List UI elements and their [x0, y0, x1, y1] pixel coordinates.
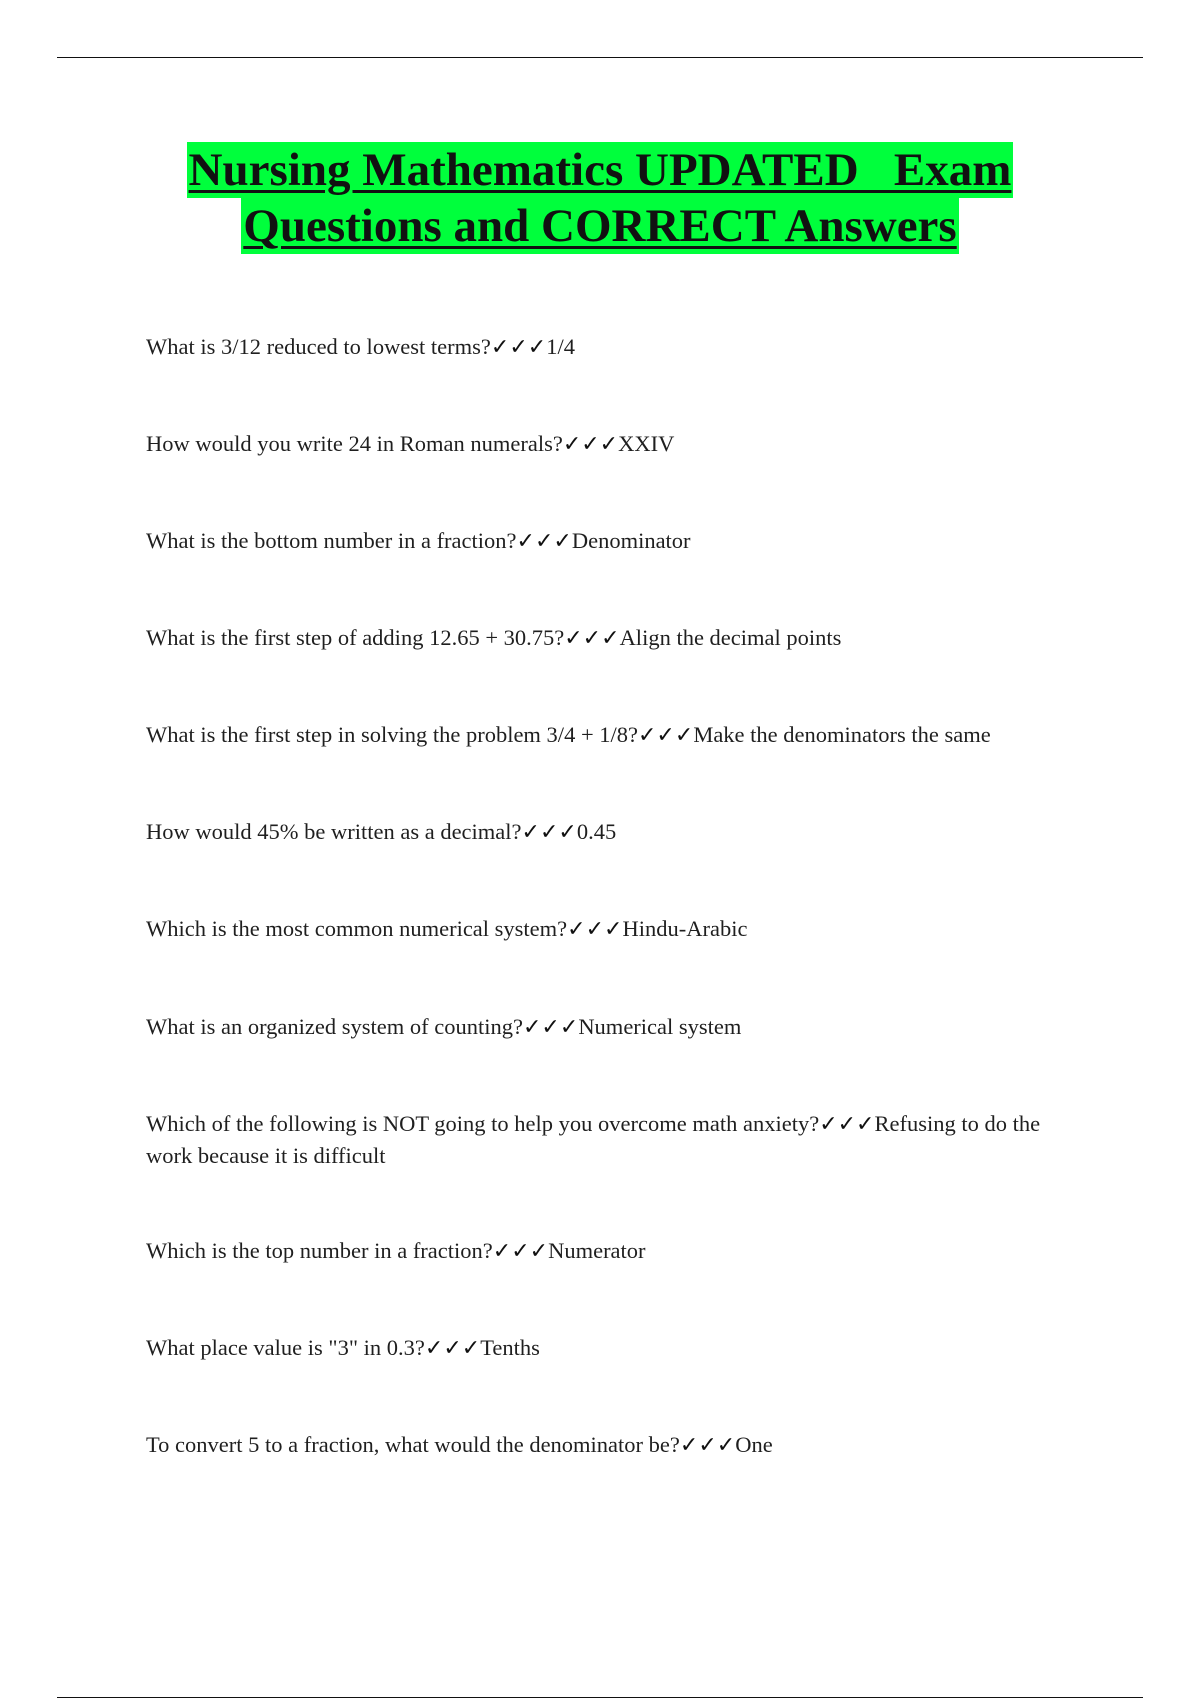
question-text: How would you write 24 in Roman numerals? [146, 431, 563, 456]
answer-text: Align the decimal points [619, 625, 842, 650]
answer-text: Denominator [571, 528, 691, 553]
answer-text: Tenths [480, 1335, 540, 1360]
checkmarks-icon: ✓✓✓ [516, 529, 572, 554]
question-text: Which of the following is NOT going to help you overcome math anxiety? [146, 1111, 820, 1136]
checkmarks-icon: ✓✓✓ [567, 917, 623, 942]
checkmarks-icon: ✓✓✓ [638, 723, 694, 748]
qa-item [146, 1011, 1066, 1043]
answer-text: 1/4 [546, 334, 575, 359]
question-text: Which is the top number in a fraction? [146, 1238, 493, 1263]
answer-text: Hindu-Arabic [622, 916, 748, 941]
answer-text: One [735, 1432, 773, 1457]
question-text: What is an organized system of counting? [146, 1014, 523, 1039]
checkmarks-icon: ✓✓✓ [679, 1433, 736, 1458]
qa-item [146, 816, 1066, 848]
qa-item [146, 1429, 1066, 1461]
qa-item [146, 913, 1066, 945]
question-text: What place value is "3" in 0.3? [146, 1335, 425, 1360]
question-text: What is the first step of adding 12.65 + 30.75? [146, 625, 565, 650]
checkmarks-icon: ✓✓✓ [521, 820, 577, 845]
answer-text: XXIV [618, 431, 675, 456]
answer-text: Refusing to do the work because it is difficult [146, 1111, 1041, 1168]
checkmarks-icon: ✓✓✓ [490, 335, 547, 360]
answer-text: Make the denominators the same [693, 722, 991, 747]
checkmarks-icon: ✓✓✓ [424, 1336, 481, 1361]
title-line-1: Nursing Mathematics UPDATED Exam [188, 144, 1012, 196]
question-text: What is the first step in solving the problem 3/4 + 1/8? [146, 722, 638, 747]
title-line-2: Questions and CORRECT Answers [243, 200, 957, 252]
footer-rule [57, 1697, 1143, 1698]
qa-item [146, 1108, 1066, 1171]
qa-item [146, 622, 1066, 654]
qa-item [146, 525, 1066, 557]
answer-text: Numerical system [578, 1014, 742, 1039]
checkmarks-icon: ✓✓✓ [562, 432, 619, 457]
checkmarks-icon: ✓✓✓ [819, 1112, 875, 1137]
qa-item [146, 1235, 1066, 1267]
qa-item [146, 428, 1066, 460]
checkmarks-icon: ✓✓✓ [523, 1015, 579, 1040]
question-text: To convert 5 to a fraction, what would the denominator be? [146, 1432, 680, 1457]
qa-item [146, 719, 1066, 751]
question-text: What is the bottom number in a fraction? [146, 528, 517, 553]
question-text: How would 45% be written as a decimal? [146, 819, 522, 844]
qa-item [146, 331, 1066, 363]
qa-item [146, 1332, 1066, 1364]
checkmarks-icon: ✓✓✓ [492, 1239, 549, 1264]
answer-text: 0.45 [576, 819, 617, 844]
question-text: What is 3/12 reduced to lowest terms? [146, 334, 491, 359]
answer-text: Numerator [548, 1238, 646, 1263]
checkmarks-icon: ✓✓✓ [564, 626, 620, 651]
question-text: Which is the most common numerical system? [146, 916, 568, 941]
